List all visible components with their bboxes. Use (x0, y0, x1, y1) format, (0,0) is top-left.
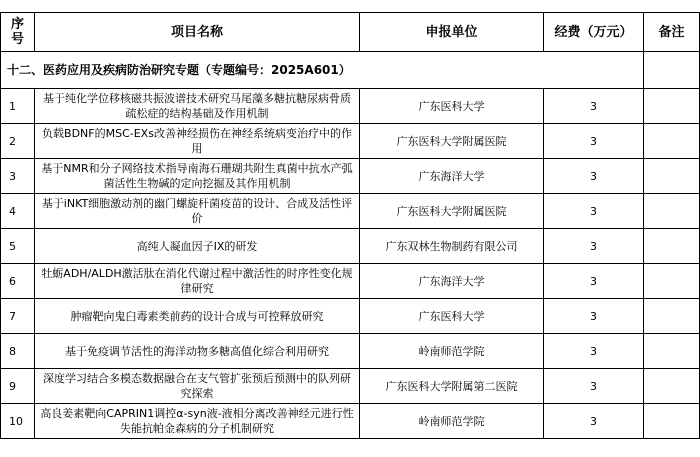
row-remarks (644, 229, 700, 264)
row-funding: 3 (544, 229, 644, 264)
row-applicant-unit: 岭南师范学院 (360, 334, 544, 369)
row-applicant-unit: 广东双林生物制药有限公司 (360, 229, 544, 264)
row-remarks (644, 194, 700, 229)
table-row (1, 89, 700, 124)
row-index: 2 (1, 124, 35, 159)
row-index: 4 (1, 194, 35, 229)
table-row (1, 369, 700, 404)
row-project-name: 基于iNKT细胞激动剂的幽门螺旋杆菌疫苗的设计、合成及活性评价 (35, 194, 360, 229)
row-index: 6 (1, 264, 35, 299)
row-project-name: 牡蛎ADH/ALDH激活肽在消化代谢过程中激活性的时序性变化规律研究 (35, 264, 360, 299)
row-remarks (644, 369, 700, 404)
row-project-name: 深度学习结合多模态数据融合在支气管扩张预后预测中的队列研究探索 (35, 369, 360, 404)
header-remarks: 备注 (644, 13, 700, 52)
row-applicant-unit: 广东海洋大学 (360, 264, 544, 299)
header-project-name: 项目名称 (35, 13, 360, 52)
row-project-name: 肿瘤靶向鬼臼毒素类前药的设计合成与可控释放研究 (35, 299, 360, 334)
row-remarks (644, 89, 700, 124)
row-applicant-unit: 岭南师范学院 (360, 404, 544, 439)
header-applicant-unit: 申报单位 (360, 13, 544, 52)
row-index: 7 (1, 299, 35, 334)
row-applicant-unit: 广东医科大学附属医院 (360, 194, 544, 229)
table-row (1, 264, 700, 299)
table-row (1, 299, 700, 334)
row-funding: 3 (544, 334, 644, 369)
row-applicant-unit: 广东医科大学 (360, 299, 544, 334)
row-funding: 3 (544, 404, 644, 439)
row-remarks (644, 264, 700, 299)
row-applicant-unit: 广东医科大学附属第二医院 (360, 369, 544, 404)
row-applicant-unit: 广东海洋大学 (360, 159, 544, 194)
section-title: 十二、医药应用及疾病防治研究专题（专题编号：2025A601） (1, 52, 644, 89)
row-project-name: 高良姜素靶向CAPRIN1调控α-syn液-液相分离改善神经元进行性失能抗帕金森病的分子机制研究 (35, 404, 360, 439)
table-row (1, 404, 700, 439)
row-project-name: 基于免疫调节活性的海洋动物多糖高值化综合利用研究 (35, 334, 360, 369)
row-remarks (644, 404, 700, 439)
row-funding: 3 (544, 89, 644, 124)
row-funding: 3 (544, 194, 644, 229)
row-project-name: 负载BDNF的MSC-EXs改善神经损伤在神经系统病变治疗中的作用 (35, 124, 360, 159)
section-row (1, 52, 700, 89)
table-row (1, 159, 700, 194)
section-remarks-cell (644, 52, 700, 89)
table-row (1, 194, 700, 229)
row-remarks (644, 334, 700, 369)
row-remarks (644, 159, 700, 194)
row-funding: 3 (544, 124, 644, 159)
header-row (1, 13, 700, 52)
row-applicant-unit: 广东医科大学 (360, 89, 544, 124)
row-index: 5 (1, 229, 35, 264)
header-index: 序号 (1, 13, 35, 52)
row-index: 9 (1, 369, 35, 404)
row-remarks (644, 299, 700, 334)
row-project-name: 高纯人凝血因子IX的研发 (35, 229, 360, 264)
row-index: 8 (1, 334, 35, 369)
row-remarks (644, 124, 700, 159)
row-index: 10 (1, 404, 35, 439)
header-funding: 经费（万元） (544, 13, 644, 52)
table-row (1, 229, 700, 264)
project-table (0, 12, 700, 439)
row-funding: 3 (544, 299, 644, 334)
row-funding: 3 (544, 159, 644, 194)
row-applicant-unit: 广东医科大学附属医院 (360, 124, 544, 159)
table-row (1, 124, 700, 159)
row-index: 3 (1, 159, 35, 194)
table-row (1, 334, 700, 369)
row-project-name: 基于纯化学位移核磁共振波谱技术研究马尾藻多糖抗糖尿病骨质疏松症的结构基础及作用机制 (35, 89, 360, 124)
row-project-name: 基于NMR和分子网络技术指导南海石珊瑚共附生真菌中抗水产弧菌活性生物碱的定向挖掘及其作用机制 (35, 159, 360, 194)
row-funding: 3 (544, 264, 644, 299)
row-funding: 3 (544, 369, 644, 404)
row-index: 1 (1, 89, 35, 124)
